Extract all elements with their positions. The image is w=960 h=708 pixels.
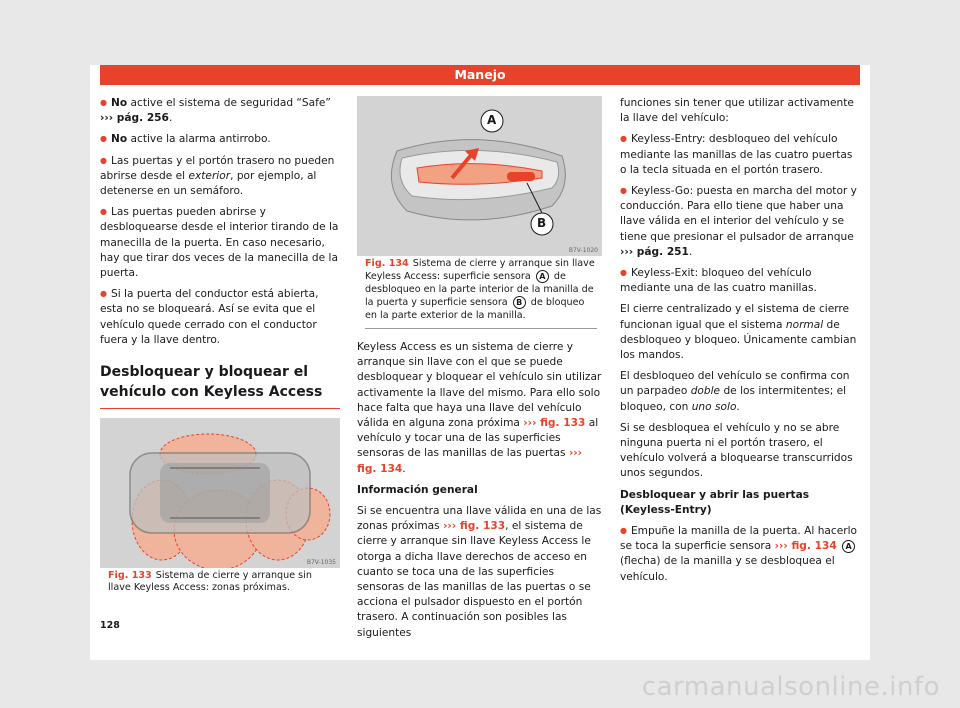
watermark: carmanualsonline.info — [641, 672, 940, 702]
marker-a-badge: A — [842, 540, 855, 553]
list-item: ● Keyless-Go: puesta en marcha del motor y conducción. Para ello tiene que haber una llave válida en el interior del vehículo y se tiene que presionar el pulsador de arranque ››› pág. 251. — [620, 184, 862, 260]
page-number: 128 — [100, 620, 120, 631]
chapter-header: Manejo — [100, 65, 860, 85]
figure-reference-link[interactable]: ››› fig. 133 — [443, 520, 506, 533]
column-middle — [357, 340, 602, 647]
marker-a-label: A — [487, 113, 497, 127]
list-item: ● Las puertas y el portón trasero no pueden abrirse desde el exterior, por ejemplo, al detenerse en un semáforo. — [100, 154, 340, 200]
figure-133-caption: Fig. 133 Sistema de cierre y arranque sin llave Keyless Access: zonas próximas. — [108, 570, 312, 594]
subsection-title: Desbloquear y abrir las puertas (Keyless-Entry) — [620, 488, 810, 516]
figure-133-keyless-zones — [100, 418, 340, 568]
paragraph: funciones sin tener que utilizar activamente la llave del vehículo: — [620, 97, 854, 125]
column-left — [100, 96, 340, 354]
figure-code: B7V-1020 — [568, 247, 598, 254]
figure-reference-link[interactable]: ››› fig. 134 — [774, 540, 837, 553]
figure-reference-link[interactable]: ››› fig. 133 — [523, 417, 586, 430]
car-top-view-illustration — [100, 418, 340, 568]
list-item: ● No active la alarma antirrobo. — [100, 132, 340, 147]
figure-reference-link[interactable]: ››› fig. 134 — [357, 447, 583, 475]
page-reference-link[interactable]: ››› pág. 256 — [100, 112, 169, 125]
paragraph: El desbloqueo del vehículo se confirma con un parpadeo doble de los intermitentes; el bloqueo, con uno solo. — [620, 370, 850, 413]
subsection-title: Información general — [357, 483, 478, 496]
figure-code: B7V-1035 — [306, 559, 336, 566]
paragraph: Si se desbloquea el vehículo y no se abre ninguna puerta ni el portón trasero, el vehículo volverá a bloquearse transcurridos unos segundos. — [620, 421, 853, 480]
column-right — [620, 96, 862, 591]
list-item: ● Las puertas pueden abrirse y desbloquearse desde el interior tirando de la manecilla de la puerta. En caso necesario, hay que tirar dos veces de la manecilla de la puerta. — [100, 205, 340, 281]
list-item: ● Empuñe la manilla de la puerta. Al hacerlo se toca la superficie sensora ››› fig. 134 A (flecha) de la manilla y se desbloquea el vehículo. — [620, 524, 862, 585]
list-item: ● Keyless-Entry: desbloqueo del vehículo mediante las manillas de las cuatro puertas o la tecla situada en el portón trasero. — [620, 132, 862, 178]
figure-134-caption: Fig. 134 Sistema de cierre y arranque sin llave Keyless Access: superficie sensora A de desbloqueo en la parte interior de la manilla de la puerta y superficie sensora B de bloqueo en la parte exterior de la manilla. — [365, 258, 597, 329]
page-reference-link[interactable]: ››› pág. 251 — [620, 245, 689, 258]
list-item: ● Si la puerta del conductor está abierta, esta no se bloqueará. Así se evita que el vehículo quede cerrado con el conductor fuera y la llave dentro. — [100, 287, 340, 348]
marker-b-label: B — [537, 216, 547, 230]
figure-134-door-handle — [357, 96, 602, 256]
list-item: ● No active el sistema de seguridad “Safe” ››› pág. 256. — [100, 96, 340, 126]
marker-b-badge: B — [513, 296, 526, 309]
marker-a-badge: A — [536, 270, 549, 283]
section-title: Desbloquear y bloquear el vehículo con Keyless Access — [100, 362, 340, 409]
paragraph: Keyless Access es un sistema de cierre y arranque sin llave con el que se puede desbloquear y bloquear el vehículo sin utilizar activamente la llave del mismo. Para ello solo hace falta que haya una llave del vehículo válida en alguna zona próxima ››› fig. 133 al vehículo y tocar una de las superficies sensoras de las manillas de las puertas ››› fig. 134. — [357, 341, 602, 475]
paragraph: Si se encuentra una llave válida en una de las zonas próximas ››› fig. 133, el sistema de cierre y arranque sin llave Keyless Access le otorga a dicha llave derechos de acceso en cuanto se toca una de las superficies sensoras de las manillas de las puertas o se acciona el pulsador dispuesto en el portón trasero. A continuación son posibles las siguientes — [357, 505, 602, 639]
door-handle-illustration — [357, 96, 602, 256]
paragraph: El cierre centralizado y el sistema de cierre funcionan igual que el sistema normal de desbloqueo y bloqueo. Únicamente cambian los mandos. — [620, 303, 857, 362]
list-item: ● Keyless-Exit: bloqueo del vehículo mediante una de las cuatro manillas. — [620, 266, 862, 296]
